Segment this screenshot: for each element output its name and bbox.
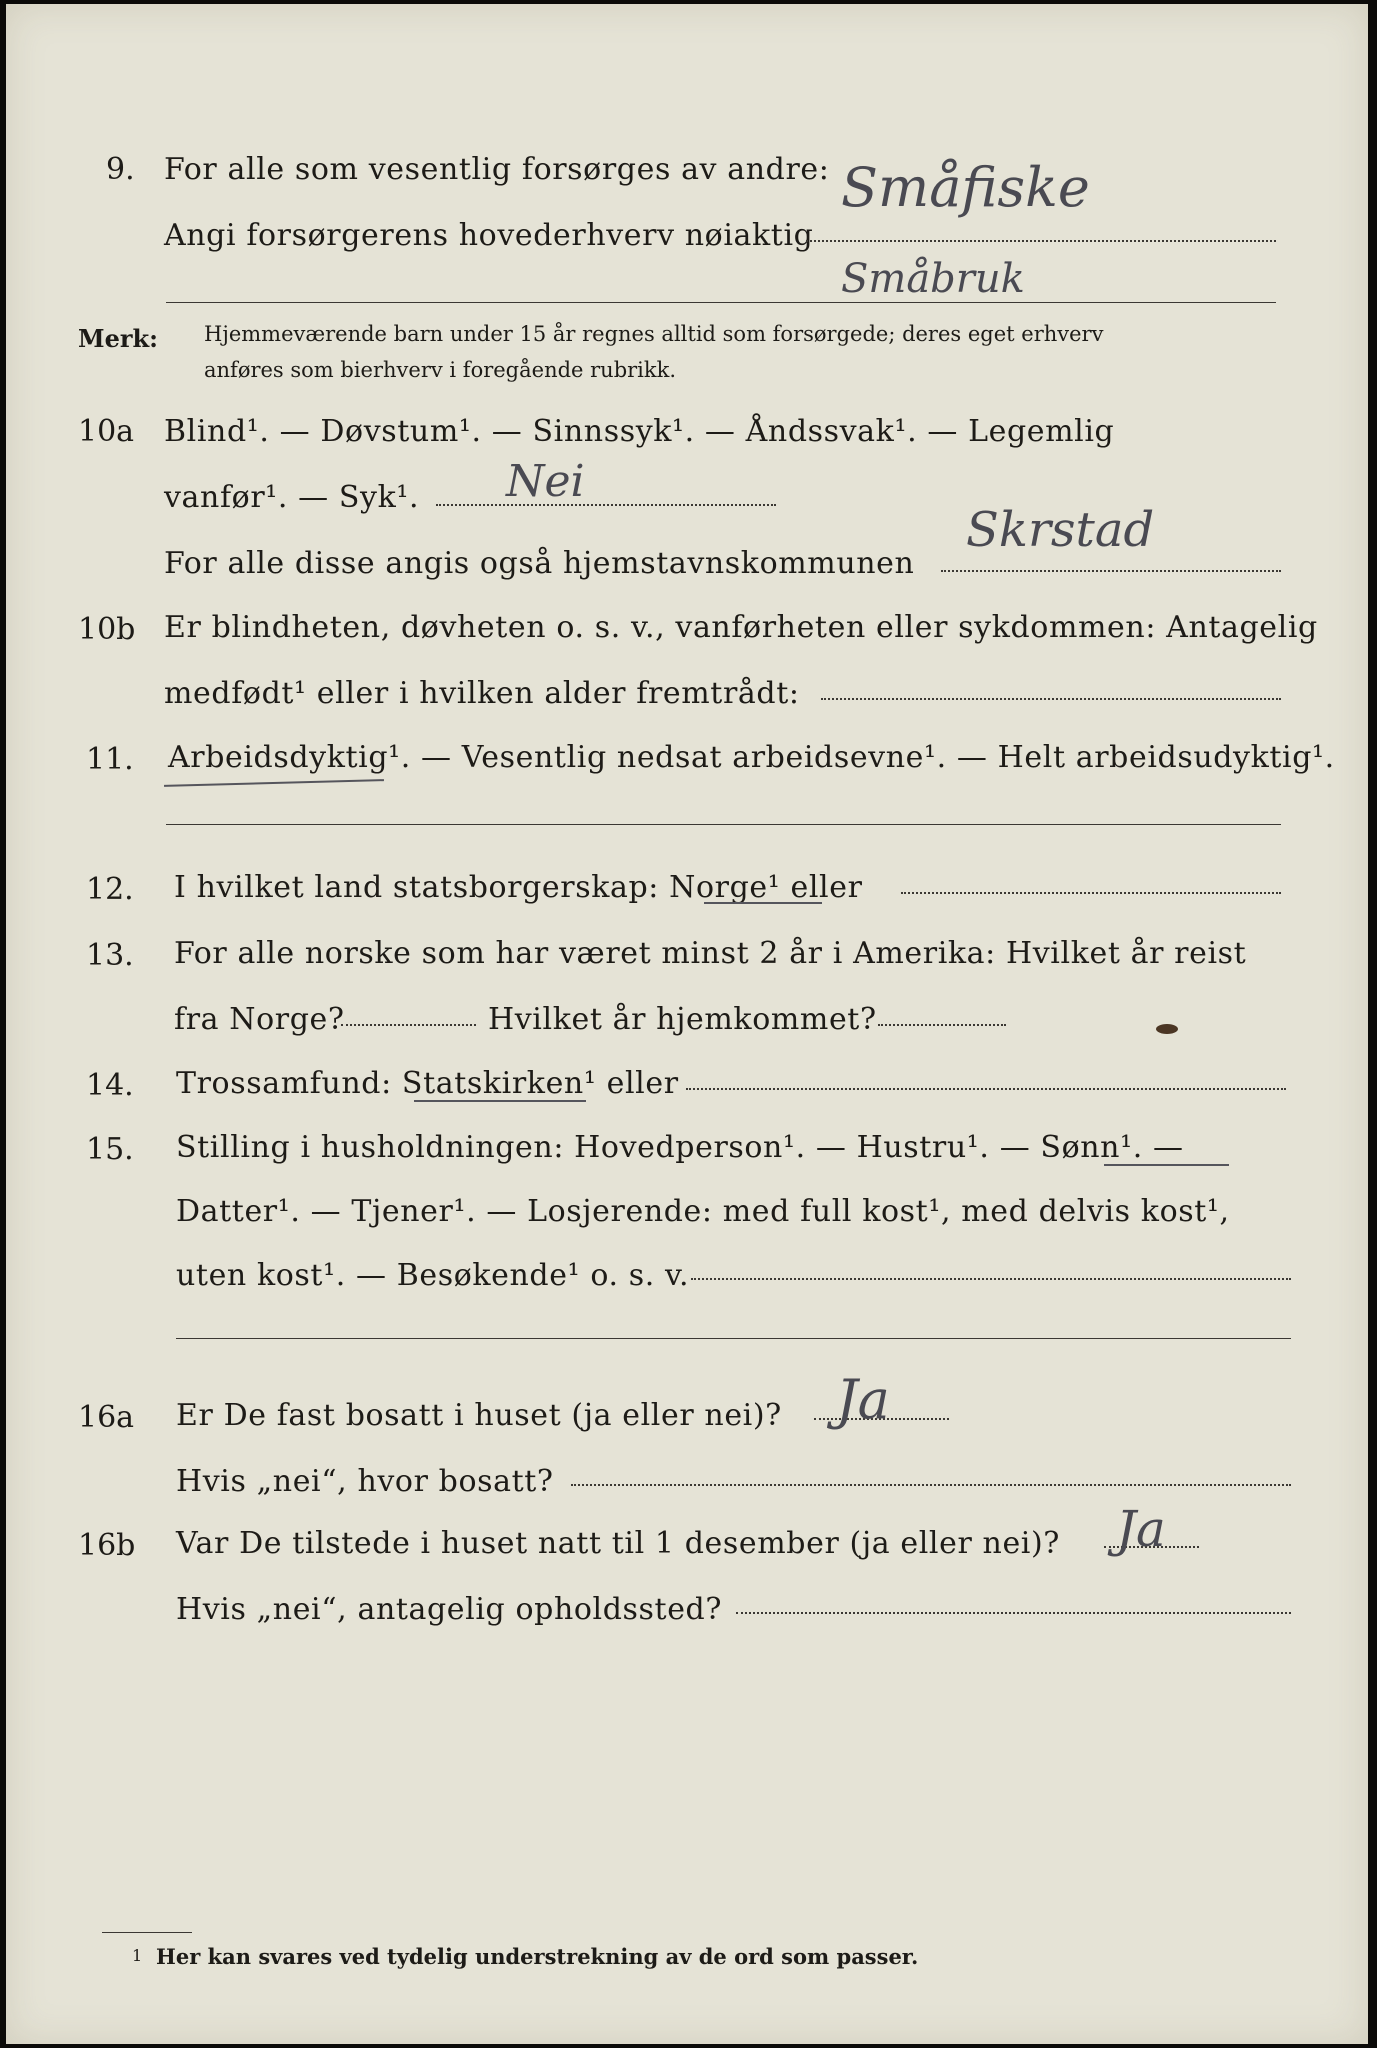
q15-line2: Datter¹. — Tjener¹. — Losjerende: med full kost¹, med delvis kost¹,	[176, 1194, 1230, 1229]
q15-number: 15.	[86, 1132, 134, 1167]
q11-handwritten-underline	[164, 779, 384, 787]
q13-number: 13.	[86, 938, 134, 973]
q9-line2: Angi forsørgerens hovederhverv nøiaktig	[164, 218, 814, 253]
merk-label: Merk:	[78, 324, 158, 353]
q11-line1: Arbeidsdyktig¹. — Vesentlig nedsat arbeidsevne¹. — Helt arbeidsudyktig¹.	[168, 740, 1335, 775]
q15-line3: uten kost¹. — Besøkende¹ o. s. v.	[176, 1258, 690, 1293]
q13-line1: For alle norske som har været minst 2 år i Amerika: Hvilket år reist	[174, 936, 1247, 971]
q9-handwritten-answer: Småfiske	[841, 156, 1090, 219]
q10b-line2: medfødt¹ eller i hvilken alder fremtrådt:	[164, 676, 800, 711]
q9-line1: For alle som vesentlig forsørges av andre:	[164, 152, 830, 187]
q10a-handwritten-kommune: Skrstad	[966, 502, 1155, 558]
q10a-number: 10a	[78, 414, 135, 449]
q13-hjemkommet-line	[878, 1024, 1006, 1026]
q10b-number: 10b	[78, 612, 136, 647]
q16a-handwritten-answer: Ja	[836, 1368, 890, 1431]
q13-reist-line	[341, 1024, 476, 1026]
merk-line1: Hjemmeværende barn under 15 år regnes alltid som forsørgede; deres eget erhverv	[204, 322, 1104, 346]
q10a-kommune-line	[941, 570, 1281, 572]
q15-answer-line	[691, 1278, 1291, 1280]
q16a-line1: Er De fast bosatt i huset (ja eller nei)?	[176, 1398, 782, 1433]
q10a-handwritten-answer: Nei	[506, 456, 585, 507]
q15-line1: Stilling i husholdningen: Hovedperson¹. — Hustru¹. — Sønn¹. —	[176, 1130, 1184, 1165]
q12-answer-line	[901, 892, 1281, 894]
q11-blank-line	[166, 824, 1281, 825]
q12-line1: I hvilket land statsborgerskap: Norge¹ eller	[174, 870, 863, 905]
footnote-mark: 1	[132, 1946, 143, 1965]
q10a-line3: For alle disse angis også hjemstavnskommunen	[164, 546, 915, 581]
q16a-number: 16a	[78, 1400, 135, 1435]
q16a-bosatt-line	[571, 1484, 1291, 1486]
q16b-opholdssted-line	[736, 1612, 1291, 1614]
q10a-line2: vanfør¹. — Syk¹.	[164, 480, 420, 515]
q13-line2a: fra Norge?	[174, 1002, 345, 1037]
q14-answer-line	[686, 1088, 1286, 1090]
q10b-answer-line	[821, 698, 1281, 700]
q12-number: 12.	[86, 872, 134, 907]
q10a-line1: Blind¹. — Døvstum¹. — Sinnssyk¹. — Åndssvak¹. — Legemlig	[164, 414, 1115, 449]
q10a-answer-line	[436, 504, 776, 506]
q9-answer-line	[806, 240, 1276, 242]
ink-stain	[1156, 1024, 1178, 1034]
merk-line2: anføres som bierhverv i foregående rubrikk.	[204, 358, 677, 382]
footnote-separator	[102, 1932, 192, 1933]
q16b-handwritten-answer: Ja	[1116, 1500, 1166, 1558]
q14-line1: Trossamfund: Statskirken¹ eller	[176, 1066, 679, 1101]
q16b-number: 16b	[78, 1528, 136, 1563]
q16a-line2: Hvis „nei“, hvor bosatt?	[176, 1464, 554, 1499]
q16b-line1: Var De tilstede i huset natt til 1 desember (ja eller nei)?	[176, 1526, 1060, 1561]
q14-number: 14.	[86, 1068, 134, 1103]
q9-handwritten-answer2: Småbruk	[841, 256, 1025, 302]
q12-handwritten-underline	[704, 902, 822, 904]
q10b-line1: Er blindheten, døvheten o. s. v., vanførheten eller sykdommen: Antagelig	[164, 610, 1318, 645]
footnote-text: Her kan svares ved tydelig understrekning av de ord som passer.	[156, 1944, 919, 1969]
q16b-line2: Hvis „nei“, antagelig opholdssted?	[176, 1592, 723, 1627]
q13-line2b: Hvilket år hjemkommet?	[488, 1002, 877, 1037]
q9-blank-line	[166, 302, 1276, 303]
q14-handwritten-underline	[414, 1100, 586, 1102]
q11-number: 11.	[86, 742, 134, 777]
q15-handwritten-underline	[1104, 1164, 1229, 1166]
q9-number: 9.	[106, 152, 135, 187]
q15-blank-line	[176, 1338, 1291, 1339]
census-form-page	[6, 4, 1368, 2044]
